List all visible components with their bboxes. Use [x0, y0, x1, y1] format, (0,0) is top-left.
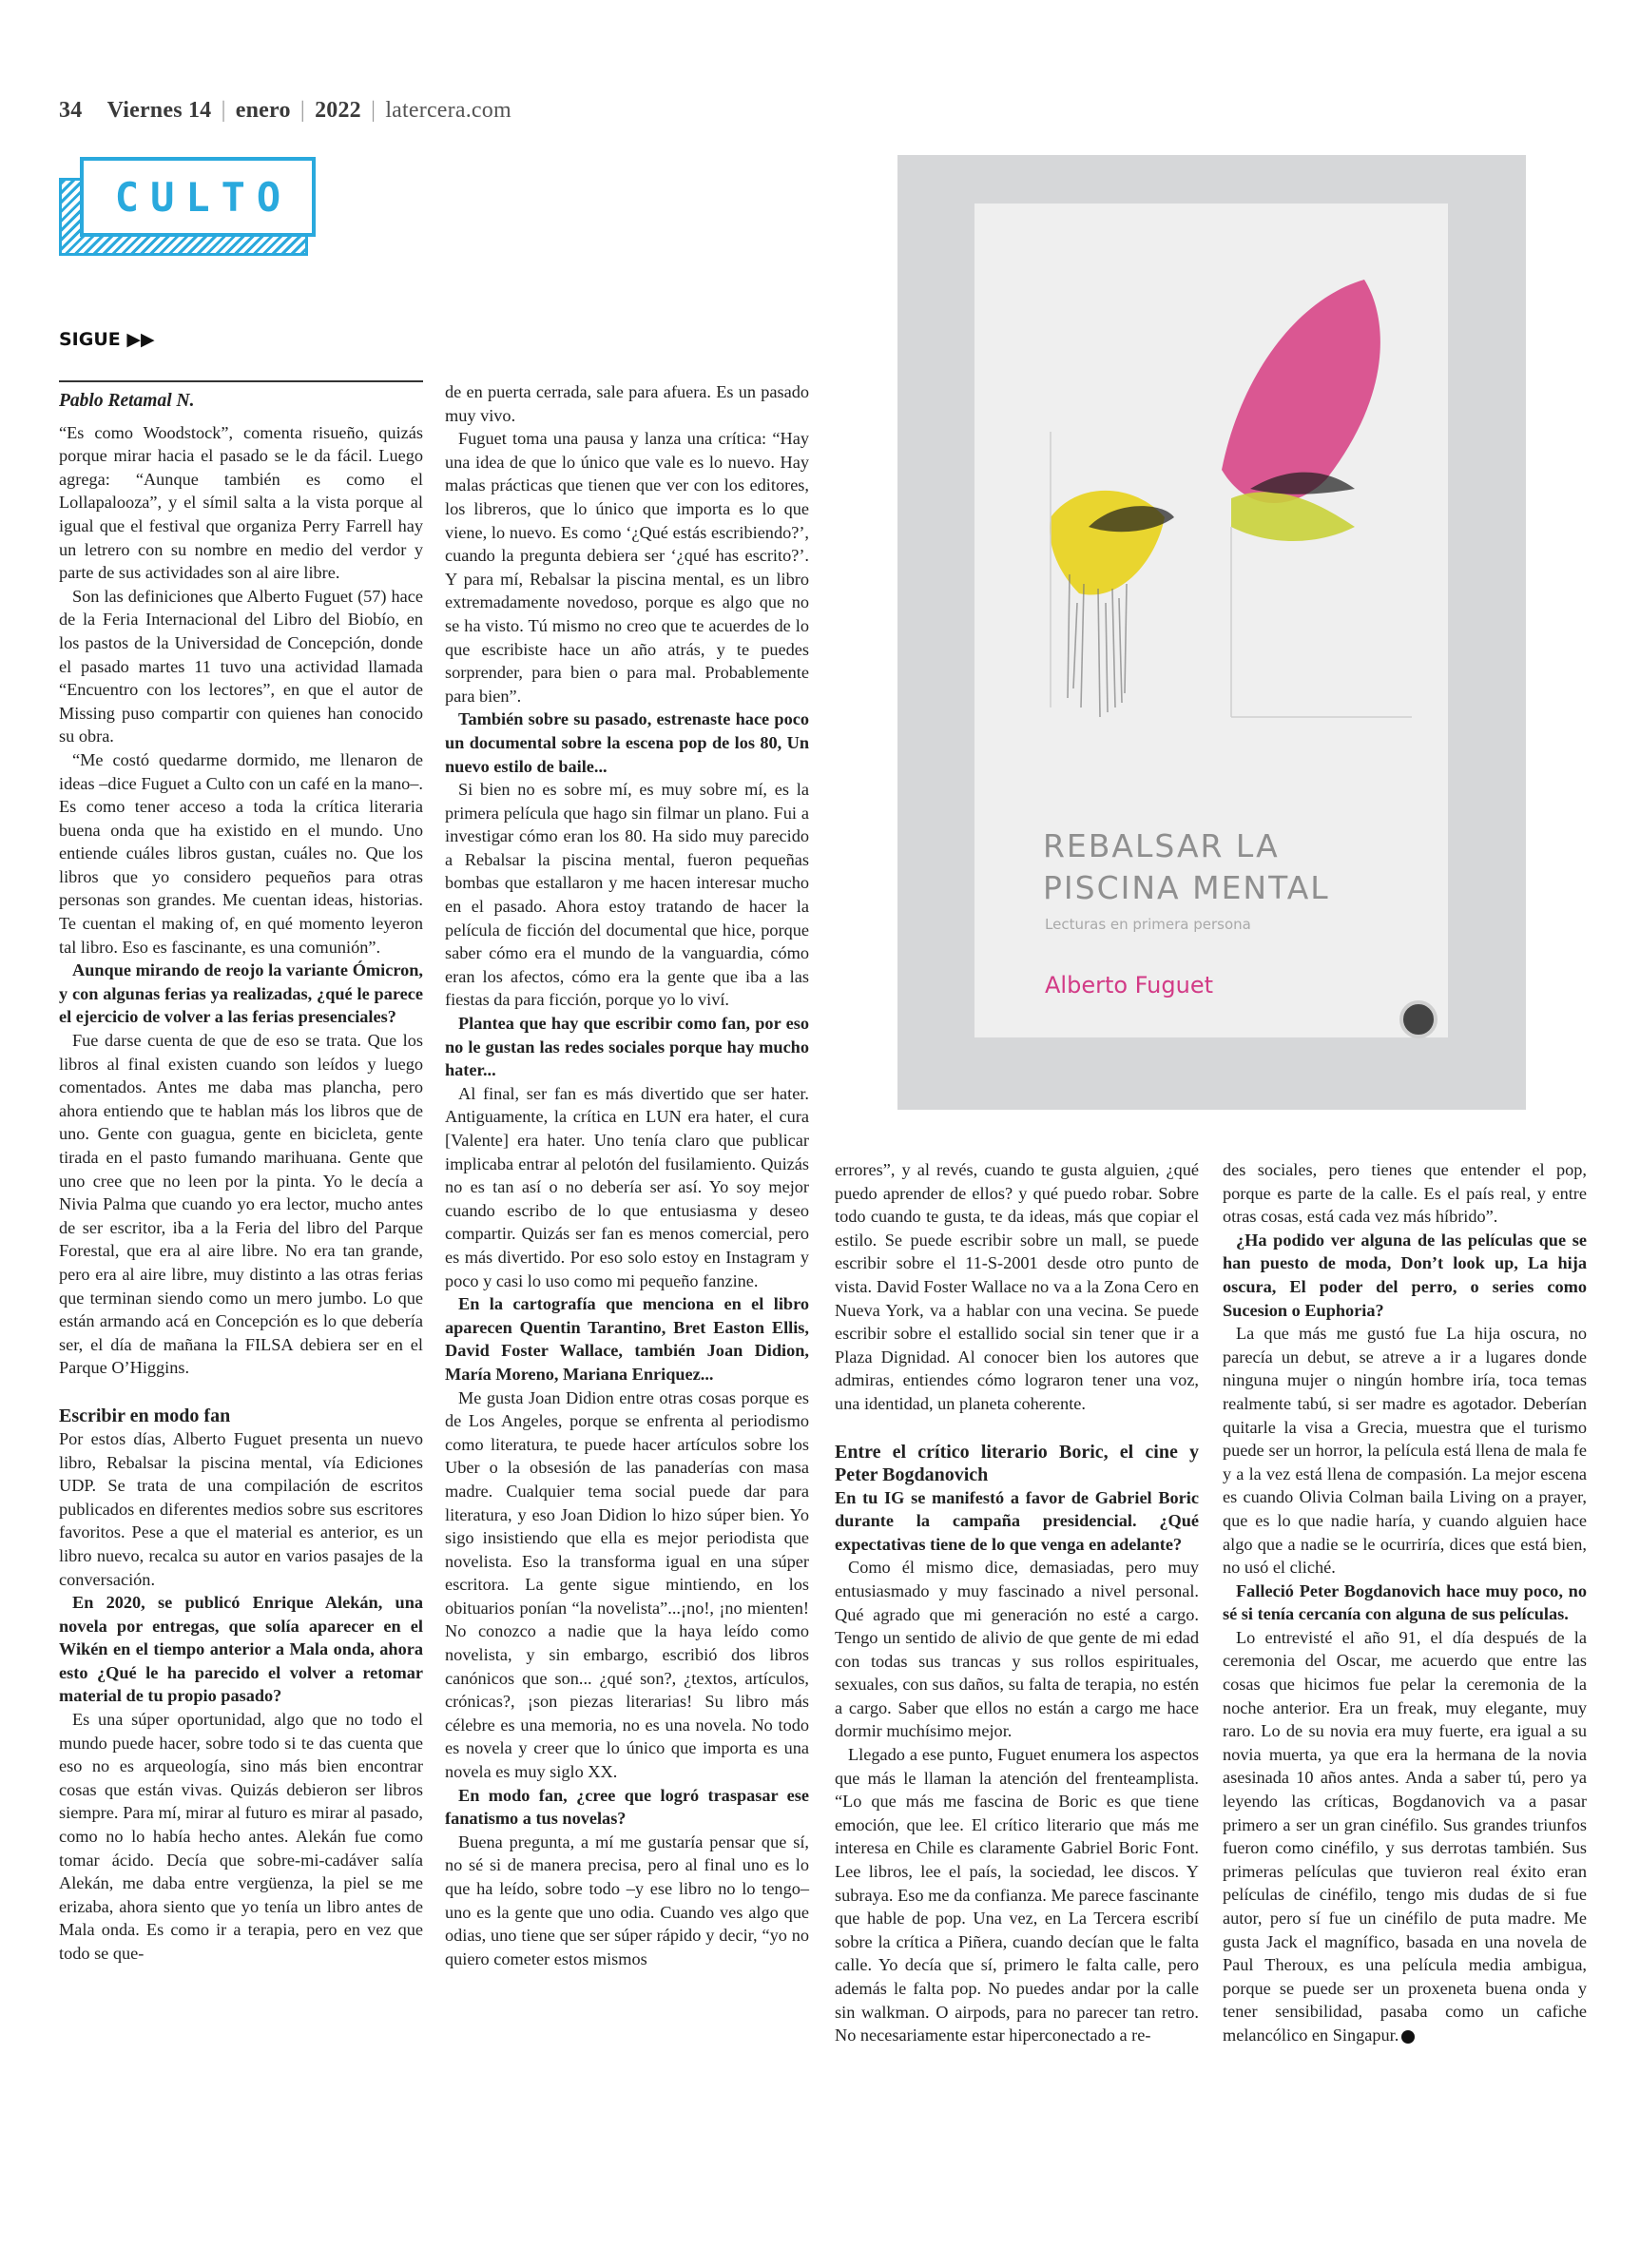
- column-1: [59, 380, 423, 1966]
- page-number: 34: [59, 98, 83, 123]
- paragraph: Llegado a ese punto, Fuguet enumera los aspectos que más le llaman la atención del frenteamplista. “Lo que más me fascina de Boric es que tiene emoción, que lee. El crítico literario que más me interesa en Chile es claramente Gabriel Boric Font. Lee libros, lee el país, la sociedad, lee discos. Y subraya. Eso me da confianza. Me parece fascinante que hable de pop. Una vez, en La Tercera escribí sobre la crítica a Piñera, cuando decían que le falta calle. Yo decía que sí, primero le falta calle, pero además le falta pop. No puedes andar por la calle sin walkman. O airpods, para no parecer tan retro. No necesariamente estar hiperconectado a re-: [835, 1745, 1199, 2045]
- paragraph: de en puerta cerrada, sale para afuera. Es un pasado muy vivo.: [445, 382, 809, 425]
- header-site: latercera.com: [385, 98, 511, 123]
- subheading: Escribir en modo fan: [59, 1405, 231, 1426]
- book-title-line: REBALSAR LA: [1043, 827, 1280, 864]
- section-logo: [59, 157, 318, 262]
- paragraph: Buena pregunta, a mí me gustaría pensar que sí, no sé si de manera precisa, pero al final uno es lo que ha leído, sobre todo –y ese libro no lo tengo– uno es la gente que uno odia. Cuando ves algo que odias, uno tiene que ser súper rápido y decir, “yo no quiero cometer estos mismos: [445, 1832, 809, 1968]
- interview-question: En 2020, se publicó Enrique Alekán, una novela por entregas, que solía aparecer en el Wikén en el tiempo anterior a Mala onda, ahora esto ¿Qué le ha parecido el volver a retomar material de tu propio pasado?: [59, 1593, 423, 1706]
- paragraph: “Es como Woodstock”, comenta risueño, quizás porque mirar hacia el pasado se le da fácil. Luego agrega: “Aunque también es como el Lollapalooza”, y el símil salta a la vista porque al igual que el festival que organiza Perry Farrell hay un letrero con su nombre en medio del verdor y parte de sus actividades son al aire libre.: [59, 422, 423, 583]
- interview-question: Falleció Peter Bogdanovich hace muy poco, no sé si tenía cercanía con alguna de sus películas.: [1223, 1580, 1587, 1624]
- paragraph: Me gusta Joan Didion entre otras cosas porque es de Los Angeles, porque se enfrenta al periodismo como literatura, te puede hacer artículos sobre los Uber o la obsesión de las panaderías con masa madre. Cualquier tema social puede dar para literatura, y eso Joan Didion lo hizo súper bien. Yo sigo insistiendo que ella es mejor periodista que novelista. Eso la transforma igual en una súper escritora. La gente sigue mintiendo, en los obituarios ponían “la novelista”...¡no!, ¡no mienten! No conozco a nadie que la haya leído como novelista, y sin embargo, escribió dos libros canónicos que son... ¿qué son?, ¿textos, artículos, crónicas?, ¡son piezas literarias! Su libro más célebre es una memoria, no es una novela. No todo es novela y creer que lo único que importa es una novela es muy siglo XX.: [445, 1387, 809, 1782]
- paragraph: Fue darse cuenta de que de eso se trata. Que los libros al final existen cuando son leídos y luego comentados. Antes me daba mas plancha, pero ahora entiendo que te hablan más los libros que de uno. Gente con guagua, gente en bicicleta, gente tirada en el pasto fumando marihuana. Gente que uno cree que no leen por la pinta. Yo le decía a Nivia Palma que cuando yo era lector, mucho antes de ser escritor, iba a la Feria del libro del Parque Forestal, que era al aire libre. No era tan grande, pero era al aire libre, muy distinto a las otras ferias que terminan siendo como un mero jumbo. Lo que están armando acá en Concepción es lo que debería ser, el día de mañana la FILSA debiera ser en el Parque O’Higgins.: [59, 1031, 423, 1378]
- paragraph: Por estos días, Alberto Fuguet presenta un nuevo libro, Rebalsar la piscina mental, vía Ediciones UDP. Se trata de una compilación de escritos publicados en diferentes medios sobre sus escritores favoritos. Pese a que el material es anterior, es un libro nuevo, recalca su autor en varios pasajes de la conversación.: [59, 1428, 423, 1589]
- book-title: [1043, 825, 1330, 909]
- paragraph: La que más me gustó fue La hija oscura, no parecía un debut, se atreve a ir a lugares donde ninguna mujer o ningún hombre iría, toca temas realmente tabú, si ser madre es agotador. Deberían quitarle la visa a Grecia, muestra que el turismo puede ser un horror, la película está llena de mala fe y a la vez está llena de compasión. La mejor escena es cuando Olivia Colman baila Living on a prayer, que es lo que nadie haría, y cuando alguien hace algo que a nadie se le ocurriría, dices que está bien, no usó el cliché.: [1223, 1324, 1587, 1578]
- paragraph: des sociales, pero tienes que entender el pop, porque es parte de la calle. Es el país real, y entre otras cosas, está cada vez más híbrido”.: [1223, 1160, 1587, 1227]
- publisher-logo-icon: [1399, 1000, 1437, 1038]
- header-month: enero: [235, 98, 291, 123]
- end-mark-icon: [1401, 2030, 1415, 2044]
- paragraph: Son las definiciones que Alberto Fuguet (57) hace de la Feria Internacional del Libro del Biobío, en los pastos de la Universidad de Concepción, donde el pasado martes 11 tuvo una actividad llamada “Encuentro con los lectores”, en que el autor de Missing puso compartir con quienes han conocido su obra.: [59, 586, 423, 746]
- section-label: CULTO: [114, 173, 293, 221]
- paragraph: errores”, y al revés, cuando te gusta alguien, ¿qué puedo aprender de ellos? y qué puedo robar. Sobre todo cuando te gusta, te da ideas, más que copiar el estilo. Se puede escribir sobre un mall, se puede escribir sobre el 11-S-2001 desde otro punto de vista. David Foster Wallace no va a la Zona Cero en Nueva York, va a hablar con una vecina. Se puede escribir sobre el estallido social sin tener que ir a Plaza Dignidad. Al conocer bien los autores que admiras, entiendes cómo lograron tener una voz, una identidad, un planeta coherente.: [835, 1160, 1199, 1413]
- column-4: [1223, 1158, 1587, 2047]
- section-logo-box: [80, 157, 316, 237]
- column-2: [445, 380, 809, 1970]
- book-cover: [974, 204, 1448, 1037]
- paragraph: Al final, ser fan es más divertido que ser hater. Antiguamente, la crítica en LUN era hater, el cura [Valente] era hater. Uno tenía claro que publicar implicaba entrar al pelotón del fusilamiento. Quizás no es tan así o no debería ser así. Yo soy mejor cuando escribo de lo que entusiasma y deseo compartir. Quizás ser fan es menos comercial, pero es más divertido. Por eso solo estoy en Instagram y poco y casi lo uso como mi pequeño fanzine.: [445, 1083, 809, 1290]
- paragraph: Es una súper oportunidad, algo que no todo el mundo puede hacer, sobre todo si te das cuenta que eso no es arqueología, sino más bien encontrar cosas que están vivas. Quizás debieron ser libros siempre. Para mí, mirar al futuro es mirar al pasado, como no lo había hecho antes. Alekán fue como tomar ácido. Decía que sobre-mi-cadáver salía Alekán, me daba entre vergüenza, la piel se me erizaba, ahora siento que yo tenía un libro antes de Mala onda. Es como ir a terapia, pero en vez que todo se que-: [59, 1710, 423, 1963]
- book-title-line: PISCINA MENTAL: [1043, 869, 1330, 906]
- cover-illustration: [1013, 261, 1412, 793]
- subheading: Entre el crítico literario Boric, el cine y Peter Bogdanovich: [835, 1441, 1199, 1485]
- byline: Pablo Retamal N.: [59, 380, 423, 414]
- interview-question: En la cartografía que menciona en el libro aparecen Quentin Tarantino, Bret Easton Ellis, David Foster Wallace, también Joan Didion, María Moreno, Mariana Enriquez...: [445, 1294, 809, 1384]
- header-year: 2022: [315, 98, 361, 123]
- header-day: Viernes 14: [106, 98, 212, 123]
- paragraph: Fuguet toma una pausa y lanza una crítica: “Hay una idea de que lo único que vale es lo nuevo. Hay malas prácticas que tienen que ver con los editores, los libreros, que lo único que importa es lo que viene, lo nuevo. Es como ‘¿Qué estás escribiendo?’, cuando la pregunta debiera ser ‘¿qué has escrito?’. Y para mí, Rebalsar la piscina mental, es un libro extremadamente novedoso, porque es algo que no se ha visto. Tú mismo no creo que te acuerdes de lo que escribiste hace un año atrás, y te puedes sorprender, para bien o para mal. Probablemente para bien”.: [445, 429, 809, 706]
- book-subtitle: Lecturas en primera persona: [1045, 916, 1251, 933]
- paragraph: “Me costó quedarme dormido, me llenaron de ideas –dice Fuguet a Culto con un café en la mano–. Es como tener acceso a toda la crítica literaria buena onda que ha existido en el mundo. Uno entiende cuáles libros gustan, cuáles no. Que los libros que yo considero pequeños para otras personas son grandes. Me cuentan ideas, historias. Te cuentan el making of, en qué momento leyeron tal libro. Eso es fascinante, es una comunión”.: [59, 749, 423, 957]
- interview-question: En modo fan, ¿cree que logró traspasar ese fanatismo a tus novelas?: [445, 1785, 809, 1829]
- paragraph: Como él mismo dice, demasiadas, pero muy entusiasmado y muy fascinado a nivel personal. Qué agrado que mi generación no esté a cargo. Tengo un sentido de alivio de que gente de mi edad con todas sus trancas y sus rollos espirituales, sexuales, con sus daños, su falta de terapia, no estén a cargo. Saber que ellos no están a cargo me hace dormir muchísimo mejor.: [835, 1558, 1199, 1741]
- continue-label: SIGUE ▶▶: [59, 329, 155, 350]
- page-header: 34 Viernes 14 | enero | 2022 | latercera.com: [59, 98, 511, 123]
- interview-question: También sobre su pasado, estrenaste hace poco un documental sobre la escena pop de los 80, Un nuevo estilo de baile...: [445, 709, 809, 776]
- paragraph-text: Lo entrevisté el año 91, el día después de la ceremonia del Oscar, me acuerdo que entre las cosas que hicimos fue pelar la ceremonia de la noche anterior. Era un freak, muy elegante, muy raro. Lo de su novia era muy fuerte, era igual a su novia muerta, ya que era la hermana de la novia asesinada 10 años antes. Anda a saber tú, pero ya leyendo las críticas, Bogdanovich va a pasar primero a ser un gran cinéfilo. Sus grandes triunfos fueron como cinéfilo, y sus derrotas también. Sus primeras películas que tuvieron real éxito eran películas de cinéfilo, tengo mis dudas de si fue autor, pero sí fue un cinéfilo de puta madre. Me gusta Jack el magnífico, basada en una novela de Paul Theroux, es una película media ambigua, porque se puede ser un proxeneta buena onda y tener sensibilidad, pasaba como un cafiche melancólico en Singapur.: [1223, 1627, 1587, 2045]
- interview-question: En tu IG se manifestó a favor de Gabriel Boric durante la campaña presidencial. ¿Qué expectativas tiene de lo que venga en adelante?: [835, 1487, 1199, 1554]
- interview-question: Aunque mirando de reojo la variante Ómicron, y con algunas ferias ya realizadas, ¿qué le parece el ejercicio de volver a las ferias presenciales?: [59, 960, 423, 1027]
- paragraph: Si bien no es sobre mí, es muy sobre mí, es la primera película que hago sin filmar un plano. Fui a investigar cómo eran los 80. Ha sido muy parecido a Rebalsar la piscina mental, fueron pequeñas bombas que estallaron y me hacen interesar mucho en el pasado. Ahora estoy tratando de hacer la película de ficción del documental que hice, porque saber cómo era el mundo de la vanguardia, cómo eran los afectos, cómo era la gente que iba a las fiestas da para ficción, porque yo lo viví.: [445, 780, 809, 1010]
- book-author: Alberto Fuguet: [1045, 972, 1213, 998]
- interview-question: ¿Ha podido ver alguna de las películas que se han puesto de moda, Don’t look up, La hija oscura, El poder del perro, o series como Sucesion o Euphoria?: [1223, 1230, 1587, 1320]
- interview-question: Plantea que hay que escribir como fan, por eso no le gustan las redes sociales porque hay mucho hater...: [445, 1014, 809, 1080]
- column-3: [835, 1158, 1199, 2047]
- paragraph: [1223, 1626, 1587, 2047]
